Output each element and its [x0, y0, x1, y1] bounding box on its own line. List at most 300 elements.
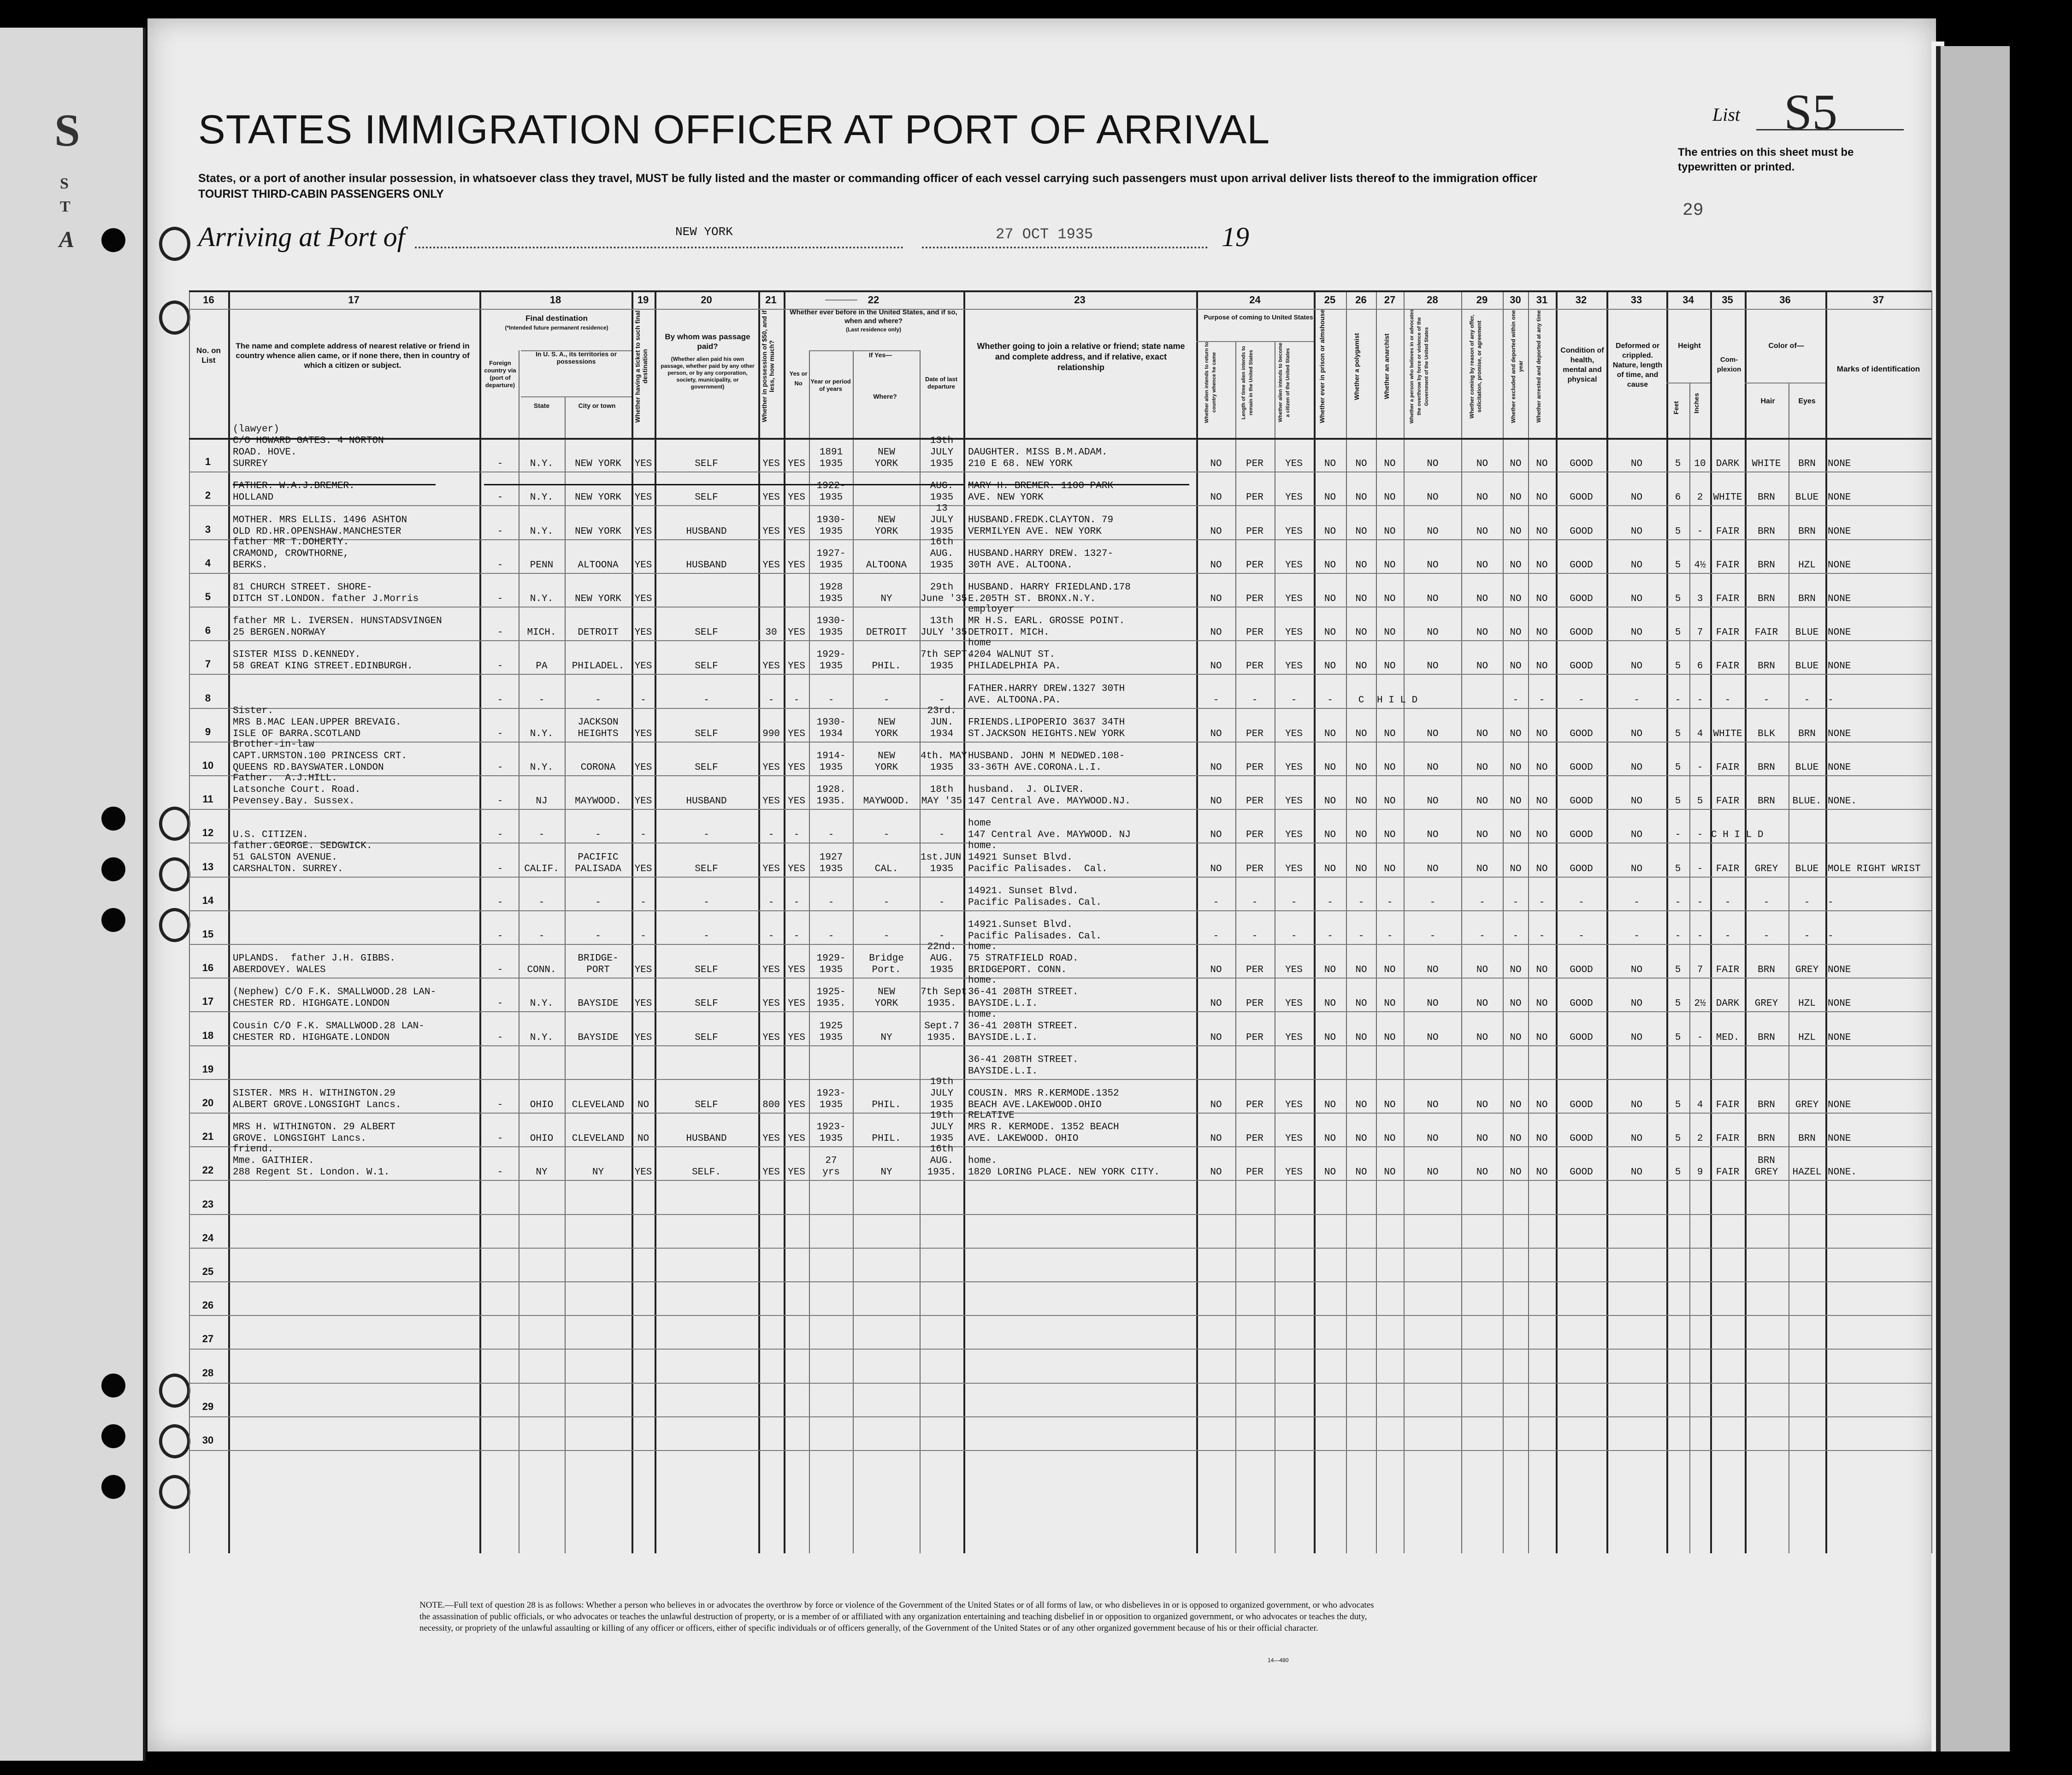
cell-cit: YES — [1285, 1133, 1303, 1144]
cell-foreign: - — [497, 796, 503, 807]
cell-before: YES — [788, 459, 805, 470]
cell-eyes: BRN — [1798, 1133, 1816, 1144]
cell-prison: NO — [1324, 492, 1336, 503]
cell-anar: NO — [1384, 459, 1396, 470]
cell-excl: NO — [1510, 627, 1522, 638]
cell-years: 1930- 1934 — [816, 717, 846, 739]
cell-eyes: GREY — [1795, 1100, 1819, 1110]
cell-paid: SELF — [695, 998, 718, 1009]
joining-relative: 14921.Sunset Blvd. Pacific Palisades. Cal. — [968, 920, 1102, 942]
cell-q28: NO — [1427, 830, 1439, 841]
cell-hair: BRN GREY — [1754, 1156, 1778, 1178]
cell-foreign: - — [497, 594, 503, 604]
cell-money: 30 — [765, 627, 777, 638]
cell-marks: NONE — [1828, 762, 1851, 773]
cell-years: 1927- 1935 — [816, 548, 846, 571]
typewritten-note: The entries on this sheet must be typewritten or printed. — [1678, 146, 1854, 173]
cell-prison: NO — [1324, 796, 1336, 807]
cell-anar: NO — [1384, 863, 1396, 874]
cell-arr: NO — [1536, 1133, 1548, 1144]
cell-excl: NO — [1510, 863, 1522, 874]
cell-hair: BRN — [1758, 762, 1775, 773]
cell-marks: NONE — [1828, 965, 1851, 976]
cell-city: - — [595, 830, 601, 841]
cell-money: - — [768, 897, 774, 908]
cell-money: YES — [762, 796, 780, 807]
cell-prison: NO — [1324, 965, 1336, 976]
row-rule — [189, 573, 1931, 574]
cell-hair: BRN — [1758, 1100, 1775, 1110]
header-return-intent: Whether alien intends to return to country whence he came — [1204, 342, 1217, 424]
cell-deform: NO — [1630, 526, 1643, 537]
column-number: 20 — [701, 294, 712, 306]
strikethrough — [484, 484, 963, 485]
page-stack-edge — [1936, 46, 2010, 1751]
cell-city: PHILADEL. — [572, 661, 625, 672]
cell-prison: NO — [1324, 560, 1336, 571]
column-rule — [189, 290, 190, 1553]
cell-date: 22nd. AUG. 1935 — [927, 942, 956, 976]
cell-poly: NO — [1355, 998, 1367, 1009]
cell-city: DETROIT — [578, 627, 619, 638]
cell-eyes: - — [1804, 897, 1810, 908]
cell-money: 800 — [762, 1100, 780, 1110]
cell-offer: NO — [1476, 1100, 1488, 1110]
cell-health: GOOD — [1570, 728, 1593, 739]
cell-arr: - — [1539, 897, 1545, 908]
cell-comp: MED. — [1716, 1032, 1740, 1043]
cell-ret: NO — [1210, 661, 1222, 672]
cell-before: YES — [788, 728, 805, 739]
cell-ft: 5 — [1675, 965, 1681, 976]
cell-marks: NONE — [1828, 594, 1851, 604]
cell-date: AUG. 1935 — [930, 481, 954, 503]
cell-money: - — [768, 931, 774, 942]
cell-poly: NO — [1355, 965, 1367, 976]
cell-where: PHIL. — [872, 661, 901, 672]
header-rule — [521, 396, 632, 397]
cell-in: 7 — [1697, 965, 1703, 976]
cell-offer: - — [1479, 931, 1485, 942]
header-citizen-intent: Whether alien intends to become a citizen of the United States — [1278, 342, 1291, 423]
cell-where: - — [883, 897, 890, 908]
cell-excl: - — [1512, 695, 1519, 706]
cell-in: 4 — [1697, 1100, 1703, 1110]
cell-eyes: BLUE — [1795, 762, 1819, 773]
cell-where: NY — [880, 1032, 892, 1043]
cell-hair: BRN — [1758, 1133, 1775, 1144]
cell-health: GOOD — [1570, 762, 1593, 773]
cell-offer: NO — [1476, 1133, 1488, 1144]
cell-paid: HUSBAND — [686, 1133, 727, 1144]
cell-years: 1928. 1935. — [816, 784, 846, 807]
cell-q28: NO — [1427, 526, 1439, 537]
cell-hair: - — [1763, 931, 1770, 942]
header-passage-paid — [659, 332, 756, 390]
cell-marks: NONE — [1828, 492, 1851, 503]
cell-deform: - — [1634, 931, 1640, 942]
header-hair: Hair — [1760, 397, 1775, 405]
cell-date: 13 JULY 1935 — [930, 503, 954, 537]
cell-q28: - — [1429, 931, 1436, 942]
cell-state: N.Y. — [530, 998, 554, 1009]
cell-excl: NO — [1510, 526, 1522, 537]
binding-hole — [101, 857, 125, 881]
row-number: 26 — [202, 1299, 214, 1311]
cell-state: N.Y. — [530, 728, 554, 739]
cell-before: YES — [788, 526, 805, 537]
cell-paid: HUSBAND — [686, 560, 727, 571]
cell-offer: NO — [1476, 560, 1488, 571]
cell-hair: BRN — [1758, 594, 1775, 604]
cell-in: 2½ — [1694, 998, 1706, 1009]
cell-where: NEW YORK — [874, 751, 898, 773]
cell-city: NY — [592, 1167, 604, 1178]
cell-before: YES — [788, 863, 805, 874]
cell-years: - — [828, 695, 834, 706]
cell-eyes: BRN — [1798, 526, 1816, 537]
cell-where: - — [883, 695, 890, 706]
cell-q28: NO — [1427, 492, 1439, 503]
cell-ft: 5 — [1675, 594, 1681, 604]
cell-hair: BRN — [1758, 492, 1775, 503]
cell-len: PER — [1246, 998, 1263, 1009]
relative-address: father MR T.DOHERTY. CRAMOND, CROWTHORNE, BERKS. — [233, 537, 349, 571]
cell-comp: FAIR — [1716, 762, 1740, 773]
cell-comp: C H I L D — [1711, 830, 1764, 841]
cell-ret: NO — [1210, 594, 1222, 604]
relative-address: (Nephew) C/O F.K. SMALLWOOD.28 LAN- CHESTER RD. HIGHGATE.LONDON — [233, 987, 437, 1009]
cell-eyes: BLUE — [1795, 492, 1819, 503]
cell-ret: NO — [1210, 627, 1222, 638]
cell-date: - — [939, 931, 945, 942]
cell-hair: GREY — [1754, 863, 1778, 874]
relative-address: FATHER. W.A.J.BREMER. HOLLAND — [233, 481, 355, 503]
cell-poly: NO — [1355, 830, 1367, 841]
cell-city: NEW YORK — [575, 492, 621, 503]
cell-prison: NO — [1324, 627, 1336, 638]
cell-q28: NO — [1427, 1032, 1439, 1043]
cell-money: YES — [762, 661, 780, 672]
cell-money: YES — [762, 459, 780, 470]
cell-deform: NO — [1630, 796, 1643, 807]
header-fifty-dollars: Whether in possession of $50, and if less, how much? — [761, 310, 775, 423]
cell-cit: YES — [1285, 762, 1303, 773]
cell-q28: NO — [1427, 1167, 1439, 1178]
passage-paid-sub: (Whether alien paid his own passage, whether paid by any other person, or by any corporation, society, municipality, or government) — [661, 356, 755, 390]
manifest-table — [189, 290, 1931, 1553]
joining-relative: MARY H. BREMER. 1100 PARK AVE. NEW YORK — [968, 481, 1114, 503]
cell-in: - — [1697, 830, 1703, 841]
row-rule — [189, 1045, 1931, 1046]
page-edge-fragment: S — [60, 175, 69, 192]
row-number: 18 — [202, 1029, 214, 1041]
cell-health: GOOD — [1570, 459, 1593, 470]
cell-poly: - — [1358, 931, 1364, 942]
row-rule — [189, 1079, 1931, 1080]
cell-date: Sept.7 1935. — [924, 1020, 959, 1043]
cell-date: - — [939, 897, 945, 908]
cell-before: - — [793, 897, 800, 908]
joining-relative: 36-41 208TH STREET. BAYSIDE.L.I. — [968, 1054, 1079, 1077]
row-number: 22 — [202, 1164, 214, 1176]
cell-marks: - — [1828, 897, 1834, 908]
cell-where: CAL. — [874, 863, 898, 874]
cell-state: OHIO — [530, 1100, 554, 1110]
column-number: 35 — [1722, 294, 1733, 306]
cell-excl: NO — [1510, 560, 1522, 571]
cell-marks: NONE. — [1828, 1167, 1857, 1178]
cell-marks: NONE — [1828, 459, 1851, 470]
row-number: 30 — [202, 1434, 214, 1446]
cell-marks: NONE — [1828, 560, 1851, 571]
row-number: 4 — [205, 557, 211, 569]
cell-len: PER — [1246, 594, 1263, 604]
cell-arr: NO — [1536, 1100, 1548, 1110]
cell-where: - — [883, 830, 890, 841]
cell-years: 1922- 1935 — [816, 481, 846, 503]
cell-prison: - — [1327, 695, 1333, 706]
cell-ticket: NO — [637, 1100, 649, 1110]
joining-relative: HUSBAND.FREDK.CLAYTON. 79 VERMILYEN AVE. NEW YORK — [968, 514, 1114, 537]
row-number: 15 — [202, 928, 214, 940]
cell-q28: NO — [1427, 560, 1439, 571]
relative-address: Father. A.J.HILL. Latsonche Court. Road. Pevensey.Bay. Sussex. — [233, 773, 361, 807]
header-in-usa: In U. S. A., its territories or possessions — [535, 350, 617, 365]
cell-comp: - — [1724, 931, 1731, 942]
relative-address: SISTER. MRS H. WITHINGTON.29 ALBERT GROVE.LONGSIGHT Lancs. — [233, 1088, 401, 1110]
cell-foreign: - — [497, 728, 503, 739]
relative-address: 81 CHURCH STREET. SHORE- DITCH ST.LONDON. father J.Morris — [233, 582, 419, 604]
cell-health: - — [1578, 931, 1584, 942]
cell-years: 1927 1935 — [819, 852, 843, 874]
cell-cit: YES — [1285, 526, 1303, 537]
cell-state: - — [538, 830, 545, 841]
cell-ft: - — [1675, 897, 1681, 908]
cell-in: - — [1697, 863, 1703, 874]
column-rule — [758, 290, 760, 1553]
cell-arr: NO — [1536, 830, 1548, 841]
cell-len: PER — [1246, 728, 1263, 739]
cell-in: - — [1697, 897, 1703, 908]
cell-excl: NO — [1510, 762, 1522, 773]
cell-arr: NO — [1536, 560, 1548, 571]
cell-date: 19th JULY 1935 — [930, 1077, 954, 1110]
cell-before: YES — [788, 998, 805, 1009]
cell-foreign: - — [497, 1133, 503, 1144]
header-question-28: Whether a person who believes in or advocates the overthrow by force or violence of the Government of the United States — [1409, 309, 1429, 424]
cell-prison: NO — [1324, 1032, 1336, 1043]
cell-foreign: - — [497, 627, 503, 638]
joining-relative: RELATIVE MRS R. KERMODE. 1352 BEACH AVE. LAKEWOOD. OHIO — [968, 1110, 1119, 1144]
cell-len: PER — [1246, 560, 1263, 571]
header-rule — [521, 350, 632, 351]
cell-cit: - — [1291, 897, 1297, 908]
cell-comp: FAIR — [1716, 1167, 1740, 1178]
subtitle — [198, 171, 1719, 202]
list-underline — [1756, 129, 1904, 130]
cell-comp: DARK — [1716, 459, 1740, 470]
cell-hair: WHITE — [1752, 459, 1781, 470]
cell-deform: NO — [1630, 594, 1643, 604]
header-date-departure: Date of last departure — [925, 376, 958, 390]
cell-ft: 5 — [1675, 627, 1681, 638]
cell-paid: HUSBAND — [686, 796, 727, 807]
cell-foreign: - — [497, 965, 503, 976]
cell-q28: NO — [1427, 863, 1439, 874]
cell-ft: 5 — [1675, 1100, 1681, 1110]
cell-q28: NO — [1427, 661, 1439, 672]
cell-ret: NO — [1210, 1032, 1222, 1043]
joining-relative: DAUGHTER. MISS B.M.ADAM. 210 E 68. NEW YORK — [968, 447, 1108, 470]
row-rule — [189, 1214, 1931, 1215]
cell-foreign: - — [497, 897, 503, 908]
relative-address: SISTER MISS D.KENNEDY. 58 GREAT KING STREET.EDINBURGH. — [233, 649, 413, 672]
row-rule — [189, 708, 1931, 709]
cell-ft: - — [1675, 931, 1681, 942]
cell-where: Bridge Port. — [869, 953, 904, 976]
cell-ticket: YES — [634, 728, 652, 739]
cell-foreign: - — [497, 695, 503, 706]
cell-cit: YES — [1285, 492, 1303, 503]
cell-ret: NO — [1210, 526, 1222, 537]
cell-city: - — [595, 931, 601, 942]
cell-money: - — [768, 830, 774, 841]
cell-money: YES — [762, 1167, 780, 1178]
cell-poly: NO — [1355, 627, 1367, 638]
cell-money: YES — [762, 762, 780, 773]
row-number: 24 — [202, 1232, 214, 1244]
column-number: 26 — [1355, 294, 1367, 306]
page-edge-fragment: T — [60, 198, 71, 215]
cell-ticket: YES — [634, 594, 652, 604]
cell-date: 1st.JUN. 1935 — [921, 852, 967, 874]
cell-where: NEW YORK — [874, 717, 898, 739]
cell-comp: FAIR — [1716, 560, 1740, 571]
cell-cit: YES — [1285, 830, 1303, 841]
cell-len: PER — [1246, 459, 1263, 470]
cell-len: PER — [1246, 526, 1263, 537]
cell-paid: SELF — [695, 728, 718, 739]
cell-hair: BRN — [1758, 965, 1775, 976]
row-number: 23 — [202, 1198, 214, 1210]
row-rule — [189, 877, 1931, 878]
cell-paid: SELF — [695, 762, 718, 773]
cell-arr: NO — [1536, 863, 1548, 874]
cell-in: 2 — [1697, 492, 1703, 503]
cell-comp: FAIR — [1716, 863, 1740, 874]
cell-ticket: YES — [634, 627, 652, 638]
cell-date: 19th JULY 1935 — [930, 1110, 954, 1144]
cell-health: GOOD — [1570, 627, 1593, 638]
cell-eyes: BLUE. — [1792, 796, 1822, 807]
cell-city: - — [595, 897, 601, 908]
cell-ret: NO — [1210, 998, 1222, 1009]
cell-hair: - — [1763, 897, 1770, 908]
cell-arr: NO — [1536, 492, 1548, 503]
header-where: Where? — [873, 393, 897, 400]
header-prison: Whether ever in prison or almshouse — [1318, 309, 1326, 424]
cell-foreign: - — [497, 1100, 503, 1110]
cell-before: YES — [788, 1100, 805, 1110]
cell-poly: NO — [1355, 863, 1367, 874]
cell-ticket: YES — [634, 526, 652, 537]
cell-hair: BRN — [1758, 661, 1775, 672]
cell-anar: NO — [1384, 1100, 1396, 1110]
joining-relative: home. 1820 LORING PLACE. NEW YORK CITY. — [968, 1156, 1160, 1178]
column-rule — [1235, 341, 1236, 1553]
row-number: 8 — [205, 692, 211, 704]
cell-state: MICH. — [527, 627, 556, 638]
cell-years: - — [828, 830, 834, 841]
cell-city: BAYSIDE — [578, 998, 619, 1009]
column-rule — [632, 290, 633, 1553]
cell-prison: NO — [1324, 830, 1336, 841]
cell-years: 1930- 1935 — [816, 616, 846, 638]
row-rule — [189, 1248, 1931, 1249]
cell-health: GOOD — [1570, 1100, 1593, 1110]
cell-ft: 5 — [1675, 526, 1681, 537]
cell-comp: FAIR — [1716, 594, 1740, 604]
header-inches: Inches — [1693, 393, 1700, 414]
cell-money: YES — [762, 526, 780, 537]
cell-cit: YES — [1285, 459, 1303, 470]
cell-deform: NO — [1630, 998, 1643, 1009]
cell-ticket: YES — [634, 560, 652, 571]
cell-ft: 5 — [1675, 728, 1681, 739]
cell-eyes: BRN — [1798, 594, 1816, 604]
cell-money: YES — [762, 863, 780, 874]
cell-ret: - — [1213, 931, 1219, 942]
cell-foreign: - — [497, 863, 503, 874]
cell-prison: NO — [1324, 1100, 1336, 1110]
cell-city: MAYWOOD. — [575, 796, 621, 807]
cell-len: PER — [1246, 830, 1263, 841]
subtitle-line-1: States, or a port of another insular possession, in whatsoever class they travel, MUST be fully listed and the master or commanding officer of each vessel carrying such passengers must upon arrival deliver lists thereof to the immigration officer — [198, 172, 1537, 185]
cell-len: PER — [1246, 1032, 1263, 1043]
cell-arr: - — [1539, 695, 1545, 706]
cell-ticket: YES — [634, 1167, 652, 1178]
cell-paid: SELF — [695, 459, 718, 470]
header-nearest-relative: The name and complete address of nearest relative or friend in country whence alien came, or if none there, then in country of which a citizen or subject. — [236, 342, 470, 370]
cell-len: PER — [1246, 1133, 1263, 1144]
cell-comp: WHITE — [1713, 492, 1742, 503]
cell-ret: NO — [1210, 1133, 1222, 1144]
header-foreign-country: Foreign country via (port of departure) — [484, 360, 516, 389]
cell-where: NY — [880, 594, 892, 604]
cell-excl: NO — [1510, 830, 1522, 841]
column-number: 32 — [1575, 294, 1587, 306]
cell-excl: NO — [1510, 965, 1522, 976]
relative-address: U.S. CITIZEN. — [233, 830, 308, 841]
cell-ret: NO — [1210, 560, 1222, 571]
cell-years: 1928 1935 — [819, 582, 843, 604]
cell-before: - — [793, 695, 800, 706]
cell-poly: NO — [1355, 1100, 1367, 1110]
cell-money: YES — [762, 492, 780, 503]
column-rule — [1196, 290, 1198, 1553]
cell-anar: NO — [1384, 965, 1396, 976]
cell-paid: SELF — [695, 863, 718, 874]
header-height: Height — [1678, 342, 1701, 350]
cell-anar: NO — [1384, 998, 1396, 1009]
cell-where: MAYWOOD. — [863, 796, 910, 807]
relative-address: Brother-in-law CAPT.URMSTON.100 PRINCESS CRT. QUEENS RD.BAYSWATER.LONDON — [233, 739, 407, 773]
cell-city: BRIDGE- PORT — [578, 953, 619, 976]
row-number: 29 — [202, 1400, 214, 1412]
cell-q28: NO — [1427, 459, 1439, 470]
row-number: 10 — [202, 760, 214, 771]
